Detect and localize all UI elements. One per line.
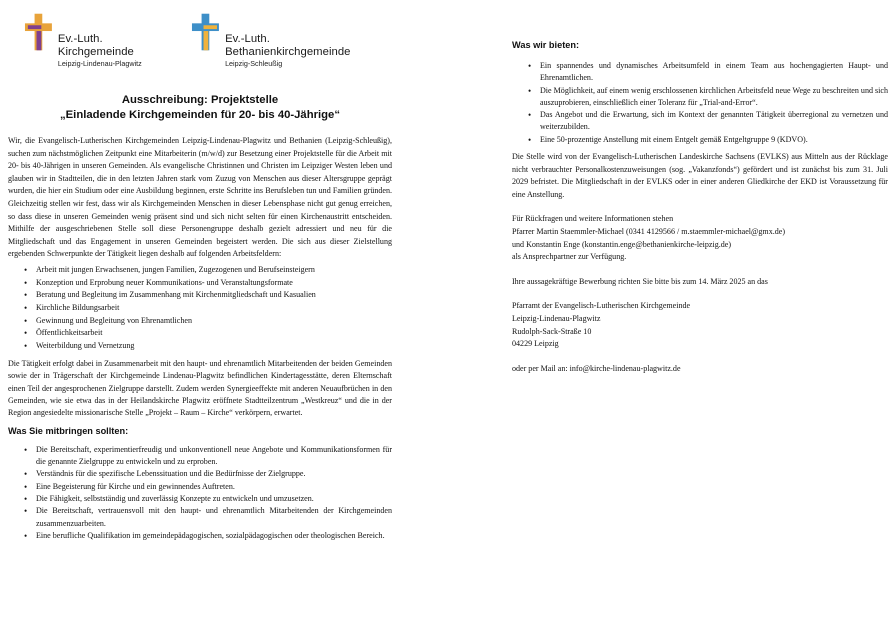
list-item: • Die Bereitschaft, vertrauensvoll mit den haupt- und ehrenamtlich Mitarbeitenden der Kirchgemeinden zusammenzuarbeiten.: [8, 505, 392, 530]
list-item: • Weiterbildung und Vernetzung: [8, 340, 392, 353]
requirements-list: [8, 444, 392, 542]
list-item: • Eine berufliche Qualifikation im gemeindepädagogischen, sozialpädagogischen oder theologischen Bereich.: [8, 530, 392, 542]
logo-row: [24, 12, 392, 68]
list-item: • Arbeit mit jungen Erwachsenen, jungen Familien, Zugezogenen und Berufseinsteigern: [8, 264, 392, 277]
contact-line: Pfarrer Martin Staemmler-Michael (0341 4129566 / m.staemmler-michael@gmx.de): [512, 227, 786, 237]
right-column: [512, 39, 888, 375]
cross-logo-icon: [191, 12, 220, 52]
list-item: • Ein spannendes und dynamisches Arbeitsumfeld in einem Team aus hochengagierten Haupt- und Ehrenamtlichen.: [512, 60, 888, 85]
list-item: • Die Bereitschaft, experimentierfreudig und unkonventionell neue Angebote und Kommunikationsformen für die genannte Zielgruppe zu entwickeln und zu erproben.: [8, 444, 392, 469]
list-item: • Kirchliche Bildungsarbeit: [8, 302, 392, 315]
list-item: • Die Möglichkeit, auf einem wenig erschlossenen kirchlichen Arbeitsfeld neue Wege zu beschreiten und sich auszuprobieren, einschließlich einer Toleranz für „Trial-and-Error“.: [512, 85, 888, 110]
contact-line: als Ansprechpartner zur Verfügung.: [512, 252, 627, 262]
title-line-1: Ausschreibung: Projektstelle: [121, 94, 279, 106]
address-line: Leipzig-Lindenau-Plagwitz: [512, 314, 601, 324]
deadline-line: Ihre aussagekräftige Bewerbung richten Sie bitte bis zum 14. März 2025 an das: [512, 276, 768, 286]
cross-logo-icon: [24, 12, 53, 52]
mail-line: oder per Mail an: info@kirche-lindenau-plagwitz.de: [512, 363, 681, 373]
list-item: • Konzeption und Erprobung neuer Kommunikations- und Veranstaltungsformate: [8, 277, 392, 290]
contact-line: und Konstantin Enge (konstantin.enge@bethanienkirche-leipzig.de): [512, 239, 732, 249]
offer-heading: Was wir bieten:: [512, 40, 580, 50]
funding-paragraph: Die Stelle wird von der Evangelisch-Lutherischen Landeskirche Sachsens (EVLKS) aus Mitteln aus der Rücklage nicht verbrauchter Personalkostenzuweisungen (sog. „Vakanzfonds“) gefördert und ist zunächst bis zum 31. Juli 2029 befristet. Die Mitgliedschaft in der EVLKS oder in einer anderen Gliedkirche der EKD ist Voraussetzung für eine Anstellung.: [512, 152, 888, 199]
offer-list: [512, 60, 888, 146]
logo-subtitle: Leipzig-Schleußig: [225, 59, 283, 68]
list-item: • Die Fähigkeit, selbstständig und zuverlässig Konzepte zu entwickeln und umzusetzen.: [8, 493, 392, 505]
left-column: [8, 12, 392, 542]
address-line: Rudolph-Sack-Straße 10: [512, 326, 592, 336]
contact-line: Für Rückfragen und weitere Informationen stehen: [512, 214, 674, 224]
address-line: 04229 Leipzig: [512, 339, 559, 349]
work-fields-list: [8, 264, 392, 353]
address-line: Pfarramt der Evangelisch-Lutherischen Kirchgemeinde: [512, 301, 691, 311]
list-item: • Öffentlichkeitsarbeit: [8, 327, 392, 340]
logo-name: Ev.-Luth. Kirchgemeinde: [57, 33, 134, 58]
logo-name: Ev.-Luth. Bethanienkirchgemeinde: [225, 33, 351, 58]
title-line-2: „Einladende Kirchgemeinden für 20- bis 40-Jährige“: [60, 109, 340, 121]
logo-subtitle: Leipzig-Lindenau-Plagwitz: [57, 59, 142, 68]
list-item: • Verständnis für die spezifische Lebenssituation und die Bedürfnisse der Zielgruppe.: [8, 468, 392, 480]
requirements-heading: Was Sie mitbringen sollten:: [8, 425, 129, 436]
intro-paragraph: Wir, die Evangelisch-Lutherischen Kirchgemeinden Leipzig-Lindenau-Plagwitz und Bethanien (Leipzig-Schleußig), suchen zum nächstmöglichen Zeitpunkt eine Mitarbeiterin (m/w/d) zur Besetzung einer Projektstelle für die Arbeit mit 20- bis 40-Jährigen in unseren Gemeinden. Als evangelische Christinnen und Christen im Leipziger Westen leben und glauben wir in Stadtteilen, die in den letzten Jahren stark vom Zuzug von Menschen aus dieser Altersgruppe geprägt wurden, die hier ein Studium oder eine Ausbildung beginnen, erste Schritte ins Berufsleben tun und Familien gründen. Gleichzeitig stellen wir fest, dass wir als Kirchgemeinden Menschen in dieser Lebensphase nicht gut genug erreichen, so dass diese in unseren Gemeinden wenig präsent sind und sich nicht selten für einen Kirchenaustritt entscheiden. Mithilfe der ausgeschriebenen Stelle soll diese Personengruppe deshalb gezielt adressiert und neu für die Mitgliedschaft und das Engagement in unseren Gemeinden begeistert werden. Die sich aus dieser Zielstellung ergebenden Schwerpunkte der Tätigkeit liegen deshalb auf folgenden Arbeitsfeldern:: [8, 136, 392, 259]
list-item: • Eine Begeisterung für Kirche und ein gewinnendes Auftreten.: [8, 481, 392, 493]
page-title: [8, 93, 392, 123]
list-item: • Das Angebot und die Erwartung, sich im Kontext der genannten Tätigkeit überregional zu vernetzen und weiterzubilden.: [512, 109, 888, 134]
list-item: • Beratung und Begleitung im Zusammenhang mit Kirchenmitgliedschaft und Kasualien: [8, 289, 392, 302]
list-item: • Gewinnung und Begleitung von Ehrenamtlichen: [8, 315, 392, 328]
collaboration-paragraph: Die Tätigkeit erfolgt dabei in Zusammenarbeit mit den haupt- und ehrenamtlich Mitarbeitenden der beiden Gemeinden sowie der in Trägerschaft der Kirchgemeinde Lindenau-Plagwitz befindlichen Kindertagesstätte, deren Elternschaft einen Teil der angesprochenen Zielgruppe darstellt. Zudem werden Synergieeffekte mit anderen Neuaufbrüchen in den Gemeinden, wie sie etwa das in der Heilandskirche Plagwitz eröffnete Stadtteilzentrum „Westkreuz“ und die in der Region angesiedelte missionarische Stelle „Projekt – Raum – Kirche“ verkörpern, erwartet.: [8, 358, 392, 418]
list-item: • Eine 50-prozentige Anstellung mit einem Entgelt gemäß Entgeltgruppe 9 (KDVO).: [512, 134, 888, 146]
logo-lindenau-plagwitz: [24, 12, 177, 69]
logo-bethanien: [191, 12, 392, 69]
